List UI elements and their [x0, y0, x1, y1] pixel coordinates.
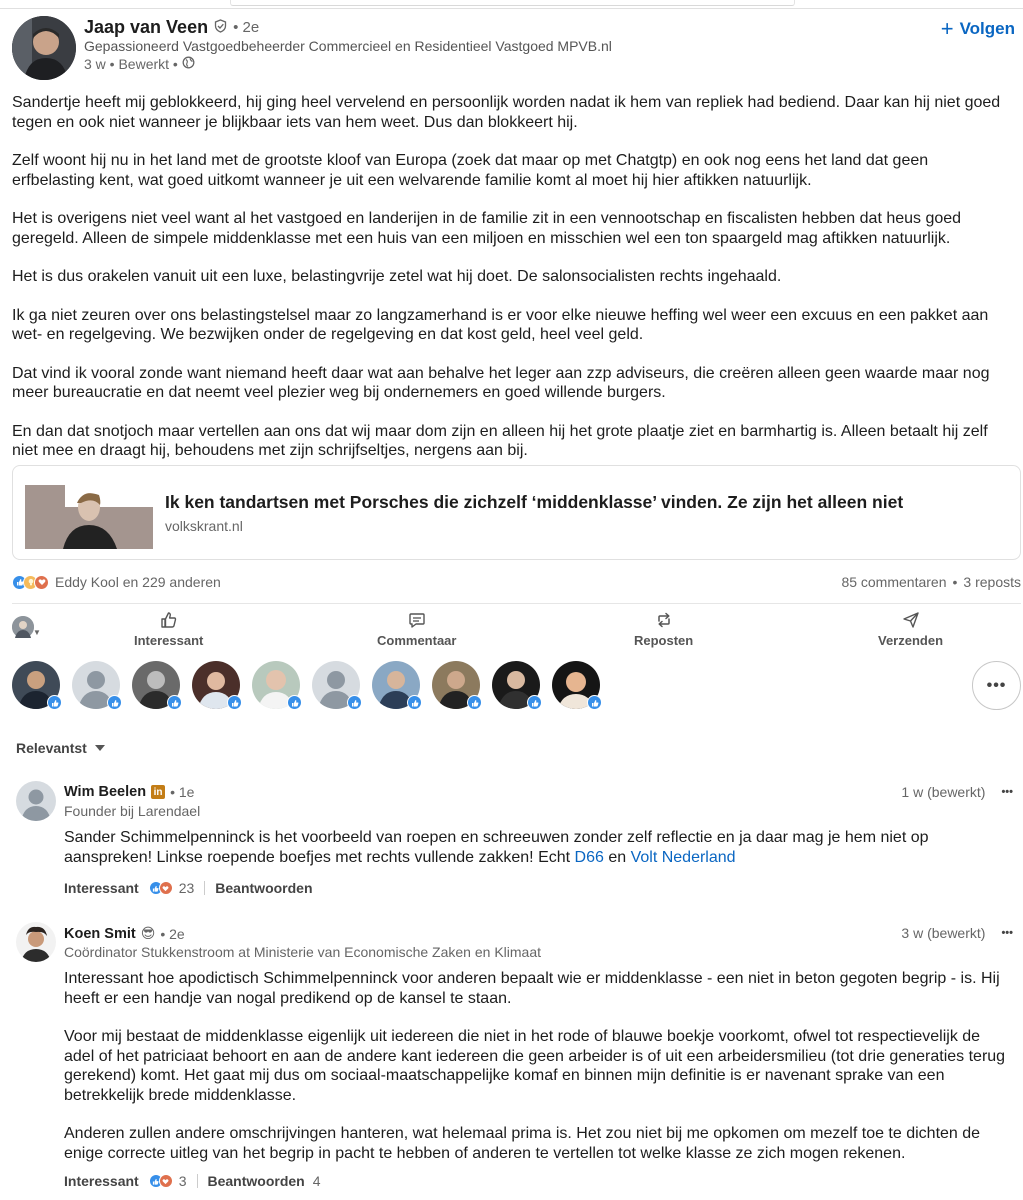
- comment-actions: [64, 880, 313, 896]
- post-paragraph: Dat vind ik vooral zonde want niemand heeft daar wat aan behalve het leger aan zzp adviseurs, die creëren alleen geen waarde maar nog meer bureaucratie en dat neemt veel plezier weg bij ondernemers en goed willende burgers.: [12, 364, 990, 401]
- top-divider: [0, 8, 1023, 9]
- comment-menu-icon[interactable]: •••: [1001, 927, 1013, 939]
- like-badge-icon: [587, 695, 602, 710]
- comment-text: [64, 969, 1009, 1182]
- comment-menu-icon[interactable]: •••: [1001, 786, 1013, 798]
- author-name-row: [84, 17, 259, 38]
- action-separator: [204, 881, 205, 895]
- comment-text-start: Sander Schimmelpenninck is het voorbeeld van roepen en schreeuwen zonder zelf reflectie en ja daar mag je hem niet op aanspreken! Linkse roepende boefjes met rechts vullende zakken! Echt: [64, 829, 929, 866]
- connection-degree: • 2e: [233, 19, 260, 36]
- like-badge-icon: [107, 695, 122, 710]
- like-badge-icon: [527, 695, 542, 710]
- send-label: Verzenden: [878, 633, 944, 648]
- action-separator: [197, 1174, 198, 1188]
- like-button[interactable]: [134, 611, 203, 648]
- love-reaction-icon: [159, 881, 173, 895]
- actions-divider: [12, 603, 1021, 604]
- author-headline: Gepassioneerd Vastgoedbeheerder Commercieel en Residentieel Vastgoed MPVB.nl: [84, 38, 612, 54]
- top-bar: [230, 0, 795, 6]
- comment-reactions[interactable]: [149, 1174, 169, 1188]
- follow-button[interactable]: [941, 18, 1015, 40]
- comment-like-button[interactable]: Interessant: [64, 1173, 139, 1189]
- love-reaction-icon: [159, 1174, 173, 1188]
- post-paragraph: Ik ga niet zeuren over ons belastingstelsel maar zo langzamerhand is er voor elke nieuwe heffing wel weer een excuus en een pakket aan wet- en regelgeving. We bezwijken onder de regelgeving en dat kost geld, heel veel geld.: [12, 306, 989, 343]
- like-badge-icon: [227, 695, 242, 710]
- send-button[interactable]: [878, 611, 943, 648]
- post-text: [12, 93, 1012, 480]
- comment-reaction-count[interactable]: 23: [178, 880, 195, 896]
- comment-paragraph: Interessant hoe apodictisch Schimmelpenninck voor anderen bepaalt wie er middenklasse - een niet in beton gegoten begrip - is. Hij heeft er een handje van nogal predikend op de kansel te staan.: [64, 970, 1000, 1007]
- social-counts: [12, 574, 1021, 592]
- comment-actions: [64, 1173, 321, 1189]
- actor-avatar[interactable]: [12, 616, 34, 638]
- send-icon: [902, 611, 920, 629]
- sunglasses-emoji: 😎: [140, 925, 156, 941]
- commenter-headline: Founder bij Larendael: [64, 803, 201, 819]
- caret-down-icon: [95, 745, 105, 751]
- comment-reactions[interactable]: [149, 881, 169, 895]
- link-preview-card[interactable]: [12, 465, 1021, 560]
- commenter-name[interactable]: Koen Smit: [64, 925, 136, 942]
- follow-label: Volgen: [959, 19, 1015, 38]
- comment-name-row: [64, 925, 185, 942]
- reactors-text[interactable]: Eddy Kool en 229 anderen: [55, 574, 221, 590]
- author-name[interactable]: Jaap van Veen: [84, 17, 209, 37]
- comment-time: [901, 925, 1013, 941]
- globe-icon: [182, 56, 195, 72]
- plus-icon: +: [940, 16, 954, 41]
- sort-label: Relevantst: [16, 740, 87, 756]
- reposts-count[interactable]: 3 reposts: [963, 574, 1021, 590]
- comment-time-text: 1 w (bewerkt): [901, 784, 986, 800]
- comment-icon: [408, 611, 426, 629]
- link-domain: volkskrant.nl: [165, 518, 243, 534]
- post-paragraph: Het is overigens niet veel want al het vastgoed en landerijen in de familie zit in een vennootschap en fiscalisten hebben dat heus goed geregeld. Alleen de simpele middenklasse met een huis van een miljoen en misschien wel een ton spaargeld mag aftikken natuurlijk.: [12, 210, 962, 247]
- like-badge-icon: [467, 695, 482, 710]
- more-reactors-button[interactable]: •••: [972, 661, 1021, 710]
- comment-time: [901, 784, 1013, 800]
- comment-reply-button[interactable]: Beantwoorden: [215, 880, 313, 896]
- reactions-summary[interactable]: [12, 574, 221, 590]
- post-paragraph: Zelf woont hij nu in het land met de grootste kloof van Europa (zoek dat maar op met Chatgtp) en ook nog eens het land dat geen erfbelasting kent, wat goed uitkomt wanneer je uit een welvarende familie komt al moet hij hier aftikken natuurlijk.: [12, 152, 929, 189]
- like-label: Interessant: [134, 633, 204, 648]
- post-time: [84, 56, 195, 72]
- love-reaction-icon: [34, 575, 49, 590]
- chevron-down-icon[interactable]: ▼: [33, 628, 41, 637]
- reply-count[interactable]: 4: [312, 1173, 321, 1189]
- linkedin-premium-icon: in: [151, 785, 165, 799]
- post-paragraph: Het is dus orakelen vanuit uit een luxe, belastingvrije zetel wat hij doet. De salonsocialisten rechts ingehaald.: [12, 268, 782, 285]
- post-time-text: 3 w • Bewerkt •: [84, 56, 178, 72]
- comment-text: [64, 828, 964, 867]
- comment-button[interactable]: [377, 611, 456, 648]
- engagement-counts: [841, 574, 1021, 590]
- comment-like-button[interactable]: Interessant: [64, 880, 139, 896]
- comment-paragraph: Anderen zullen andere omschrijvingen hanteren, wat helemaal prima is. Het zou niet bij me opkomen om mezelf toe te dichten de enige correcte uitleg van het begrip in pacht te hebben of anderen te vertellen tot welke klasse ze zich mogen rekenen.: [64, 1125, 981, 1162]
- comment-reply-button[interactable]: Beantwoorden: [207, 1173, 305, 1189]
- author-avatar[interactable]: [12, 16, 76, 80]
- commenter-headline: Coördinator Stukkenstroom at Ministerie van Economische Zaken en Klimaat: [64, 944, 541, 960]
- like-badge-icon: [287, 695, 302, 710]
- comment-time-text: 3 w (bewerkt): [901, 925, 986, 941]
- commenter-name[interactable]: Wim Beelen: [64, 784, 147, 800]
- post-paragraph: Sandertje heeft mij geblokkeerd, hij ging heel vervelend en persoonlijk worden nadat ik hem van repliek had bediend. Daar kan hij niet goed tegen en ook niet wanneer je blijkbaar iets van hem weet. Dus dan blokkeert hij.: [12, 94, 1001, 131]
- comment-reaction-count[interactable]: 3: [178, 1173, 187, 1189]
- mention-link[interactable]: Volt Nederland: [630, 848, 736, 866]
- comment-label: Commentaar: [377, 633, 457, 648]
- comment-text-mid: en: [603, 848, 631, 866]
- comment-avatar[interactable]: [16, 781, 56, 821]
- verified-icon: [214, 19, 227, 37]
- comments-count[interactable]: 85 commentaren: [841, 574, 947, 590]
- like-badge-icon: [347, 695, 362, 710]
- link-title[interactable]: Ik ken tandartsen met Porsches die zichzelf ‘middenklasse’ vinden. Ze zijn het alleen niet: [165, 492, 904, 512]
- count-separator: •: [952, 574, 958, 590]
- like-badge-icon: [47, 695, 62, 710]
- connection-degree: • 2e: [160, 925, 185, 942]
- thumbs-up-icon: [160, 611, 178, 629]
- comment-paragraph: Voor mij bestaat de middenklasse eigenlijk uit iedereen die niet in het rode of blauwe boekje voorkomt, ofwel tot respectievelijk de adel of het patriciaat behoort en aan de andere kant iedereen die geen arbeider is of uit een arbeidersmilieu (tot drie generaties terug gerekend) komt. Het gaat mij dus om sociaal-maatschappelijke komaf en binnen mijn definitie is er navenant sprake van een betrekkelijk brede middenklasse.: [64, 1028, 1006, 1104]
- mention-link[interactable]: D66: [574, 848, 604, 866]
- link-thumbnail: [25, 485, 153, 549]
- repost-label: Reposten: [634, 633, 694, 648]
- repost-button[interactable]: [634, 611, 693, 648]
- like-badge-icon: [167, 695, 182, 710]
- connection-degree: • 1e: [170, 784, 195, 800]
- post-paragraph: En dan dat snotjoch maar vertellen aan ons dat wij maar dom zijn en alleen hij het grote plaatje ziet en barmhartig is. Alleen betaalt hij zelf niet mee en draagt hij, behoudens met zijn schrijfseltjes, nergens aan bij.: [12, 422, 988, 459]
- comment-avatar[interactable]: [16, 922, 56, 962]
- repost-icon: [655, 611, 673, 629]
- like-badge-icon: [407, 695, 422, 710]
- sort-dropdown[interactable]: [16, 740, 105, 756]
- comment-name-row: [64, 784, 194, 800]
